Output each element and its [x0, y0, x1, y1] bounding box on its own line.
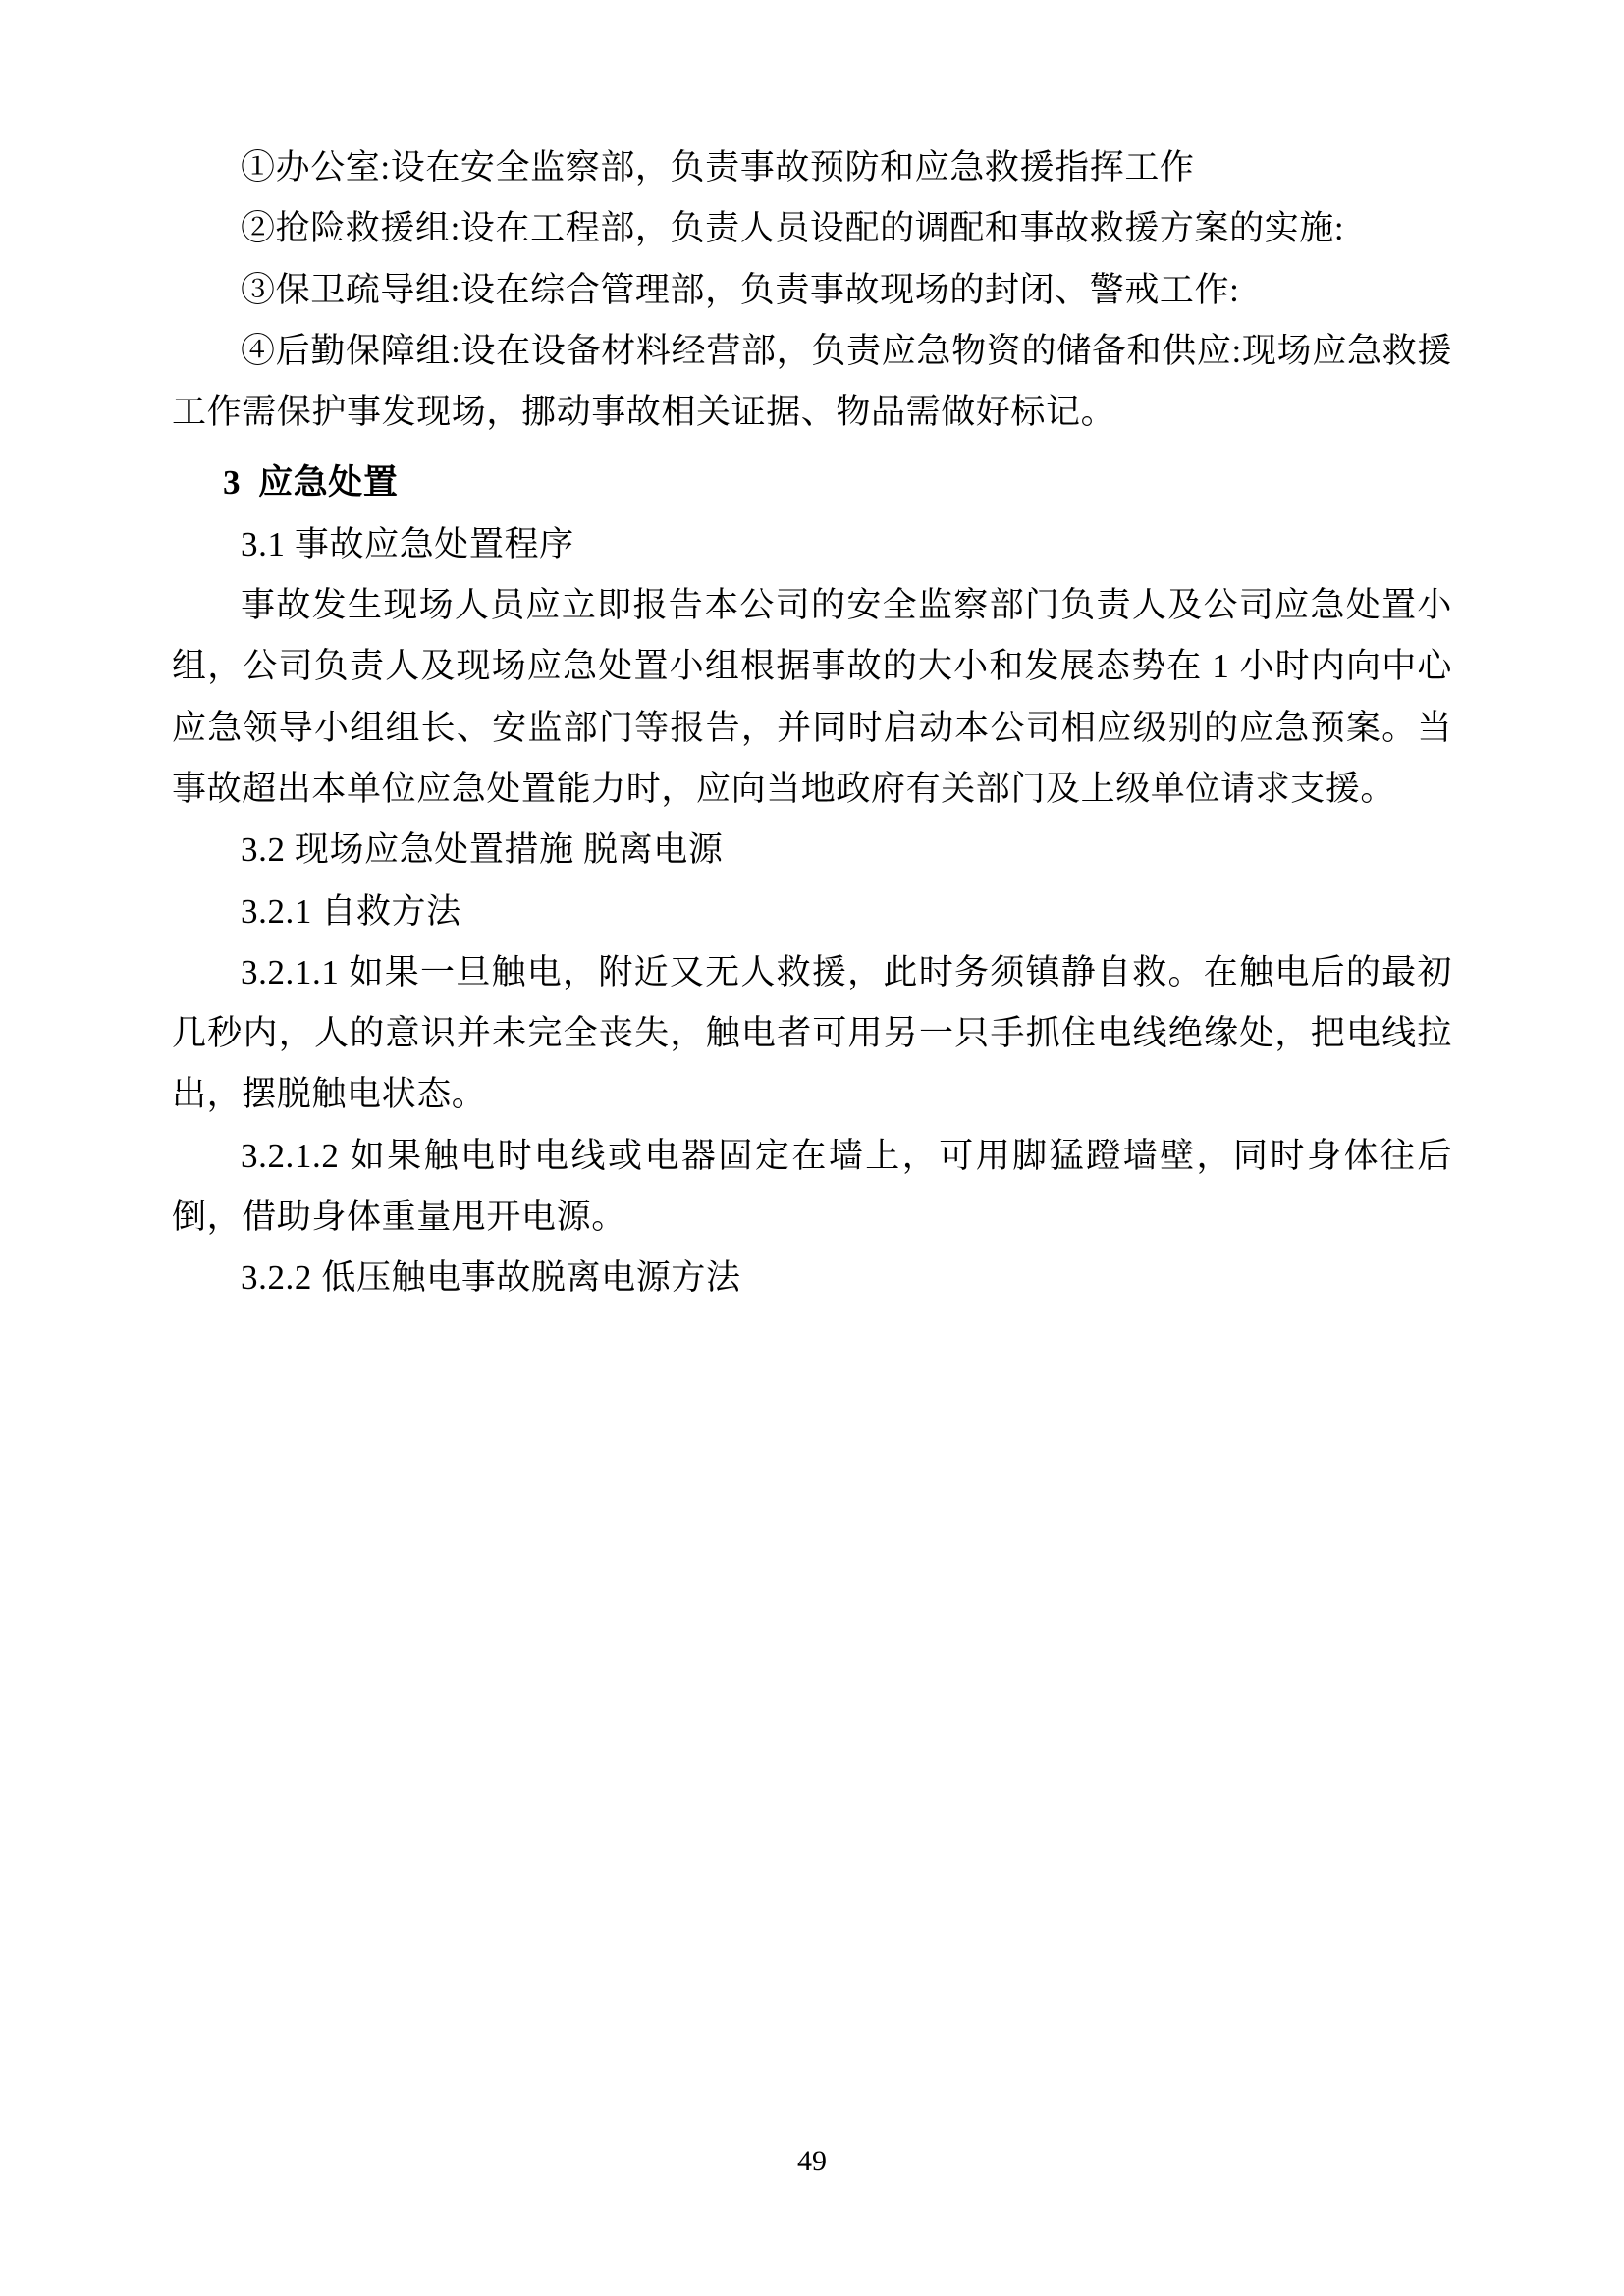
- heading-number: 3: [223, 463, 242, 503]
- heading-section-3: [172, 453, 1452, 513]
- paragraph-office-group: ①办公室:设在安全监察部，负责事故预防和应急救援指挥工作: [241, 148, 1195, 187]
- heading-3-2-1: 3.2.1 自救方法: [241, 891, 461, 931]
- heading-title: 应急处置: [258, 463, 399, 503]
- paragraph-rescue-group: ②抢险救援组:设在工程部，负责人员设配的调配和事故救援方案的实施:: [241, 209, 1345, 248]
- heading-3-2: 3.2 现场应急处置措施 脱离电源: [241, 830, 724, 870]
- paragraph-3-2-1-1: 3.2.1.1 如果一旦触电，附近又无人救援，此时务须镇静自救。在触电后的最初几秒内，人的意识并未完全丧失，触电者可用另一只手抓住电线绝缘处，把电线拉出，摆脱触电状态。: [172, 952, 1452, 1114]
- paragraph-3-2-1-2: 3.2.1.2 如果触电时电线或电器固定在墙上，可用脚猛蹬墙壁，同时身体往后倒，借助身体重量甩开电源。: [172, 1136, 1452, 1237]
- paragraph-emergency-procedure: 事故发生现场人员应立即报告本公司的安全监察部门负责人及公司应急处置小组，公司负责人及现场应急处置小组根据事故的大小和发展态势在 1 小时内向中心应急领导小组组长、安监部门等报告，并同时启动本公司相应级别的应急预案。当事故超出本单位应急处置能力时，应向当地政府有关部门及上级单位请求支援。: [172, 586, 1452, 808]
- heading-3-2-2: 3.2.2 低压触电事故脱离电源方法: [241, 1258, 741, 1298]
- page-content: [172, 137, 1452, 1309]
- heading-3-1: 3.1 事故应急处置程序: [241, 524, 574, 563]
- paragraph-security-group: ③保卫疏导组:设在综合管理部，负责事故现场的封闭、警戒工作:: [241, 270, 1240, 309]
- spacer: [172, 443, 1452, 453]
- page-number: 49: [797, 2145, 827, 2177]
- paragraph-logistics-group: ④后勤保障组:设在设备材料经营部，负责应急物资的储备和供应:现场应急救援工作需保护事发现场，挪动事故相关证据、物品需做好标记。: [172, 331, 1452, 432]
